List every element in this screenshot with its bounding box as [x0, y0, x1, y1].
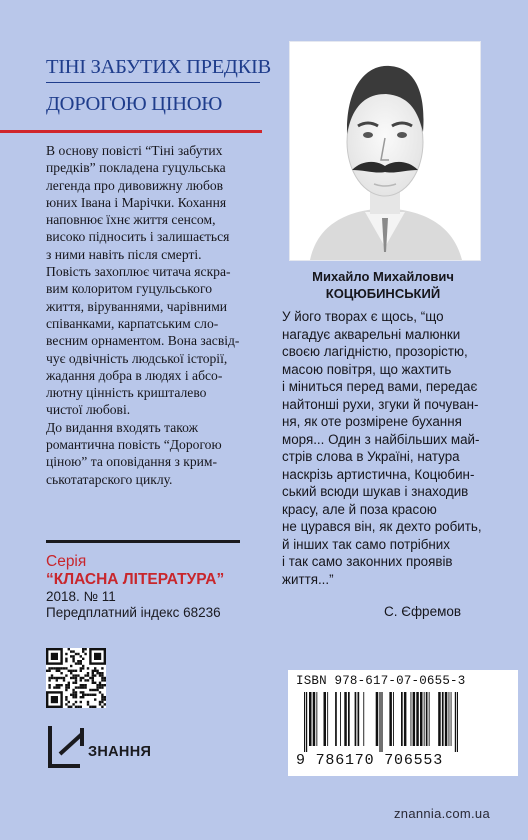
description-line: весним орнаментом. Вона засвід-	[46, 333, 240, 349]
description-line: юних Івана і Марічки. Кохання	[46, 194, 227, 210]
title-dorohoiu-tsinoiu: ДОРОГОЮ ЦІНОЮ	[46, 93, 222, 115]
isbn-text: ISBN 978-617-07-0655-3	[296, 674, 466, 688]
dark-divider	[46, 540, 240, 543]
red-divider	[0, 130, 262, 133]
description-line: предків” покладена гуцульська	[46, 160, 226, 176]
quote-line: ський всюди шукав і знаходив	[282, 484, 469, 499]
quote-line: стрів слова в Україні, натура	[282, 449, 460, 464]
description-line: романтична повість “Дорогою	[46, 437, 222, 453]
description-line: лютну цінність кришталево	[46, 385, 207, 401]
author-first-names: Михайло Михайлович	[312, 269, 454, 284]
description-line: співанками, карпатським сло-	[46, 315, 219, 331]
publisher-name: ЗНАННЯ	[88, 744, 152, 760]
description-line: з ними навіть після смерті.	[46, 246, 202, 262]
quote-line: і міниться перед вами, передає	[282, 379, 478, 394]
description-line: До видання входять також	[46, 419, 199, 435]
qr-code-icon	[46, 648, 106, 708]
publisher-website: znannia.com.ua	[394, 806, 490, 821]
series-issue: 2018. № 11	[46, 589, 116, 604]
critic-quote	[282, 308, 512, 588]
title-tini-zabutykh-predkiv: ТІНІ ЗАБУТИХ ПРЕДКІВ	[46, 56, 260, 83]
description-line: чує одвічність людської історії,	[46, 350, 228, 366]
znannia-logo-icon	[46, 724, 86, 770]
quote-line: У його творах є щось, “що	[282, 309, 444, 324]
series-subscription-index: Передплатний індекс 68236	[46, 605, 221, 620]
barcode-digits: 9 786170 706553	[296, 752, 444, 769]
author-name	[288, 268, 478, 302]
series-label: Серія	[46, 553, 87, 570]
quote-line: красу, але й поза красою	[282, 501, 437, 517]
author-surname: КОЦЮБИНСЬКИЙ	[325, 286, 441, 301]
quote-line: нагадує акварельні малюнки	[282, 326, 461, 342]
quote-line: і так само законних проявів	[282, 554, 453, 569]
description-line: ціною” та оповідання з крим-	[46, 454, 218, 470]
description-line: ськотатарского циклу.	[46, 471, 173, 487]
quote-line: своєю лагідністю, прозорістю,	[282, 344, 468, 359]
description-line: життя, віруваннями, чарівними	[46, 298, 228, 314]
series-name: “КЛАСНА ЛІТЕРАТУРА”	[46, 571, 225, 588]
description-line: чистої любові.	[46, 402, 131, 418]
quote-line: й інших так само потрібних	[282, 536, 450, 552]
publisher-logo	[46, 724, 196, 770]
description-line: легенда про дивовижну любов	[46, 177, 224, 193]
description-line: вим колоритом гуцульського	[46, 281, 212, 297]
quote-line: моря... Один з найбільших май-	[282, 431, 480, 447]
description-line: високо підносить і залишається	[46, 229, 230, 245]
description-line: Повість захоплює читача яскра-	[46, 264, 231, 280]
description-line: В основу повісті “Тіні забутих	[46, 143, 223, 158]
barcode-icon	[300, 692, 506, 752]
quote-line: не цурався він, як дехто робить,	[282, 519, 482, 534]
quote-line: найтонші рухи, згуки й почуван-	[282, 396, 479, 412]
quote-line: ня, як оте розмірене бухання	[282, 414, 462, 429]
series-info	[46, 553, 224, 621]
description-line: жадання добра в людях і абсо-	[46, 367, 223, 383]
author-portrait	[290, 42, 480, 260]
book-description	[46, 142, 262, 488]
quote-author: С. Єфремов	[384, 604, 462, 619]
quote-line: наскрізь артистична, Коцюбин-	[282, 466, 475, 482]
titles-block	[46, 56, 271, 119]
isbn-barcode	[288, 670, 518, 776]
quote-line: масою повітря, що жахтить	[282, 361, 452, 377]
quote-line: життя...”	[282, 571, 334, 587]
description-line: наповнює їхнє життя сенсом,	[46, 212, 216, 228]
